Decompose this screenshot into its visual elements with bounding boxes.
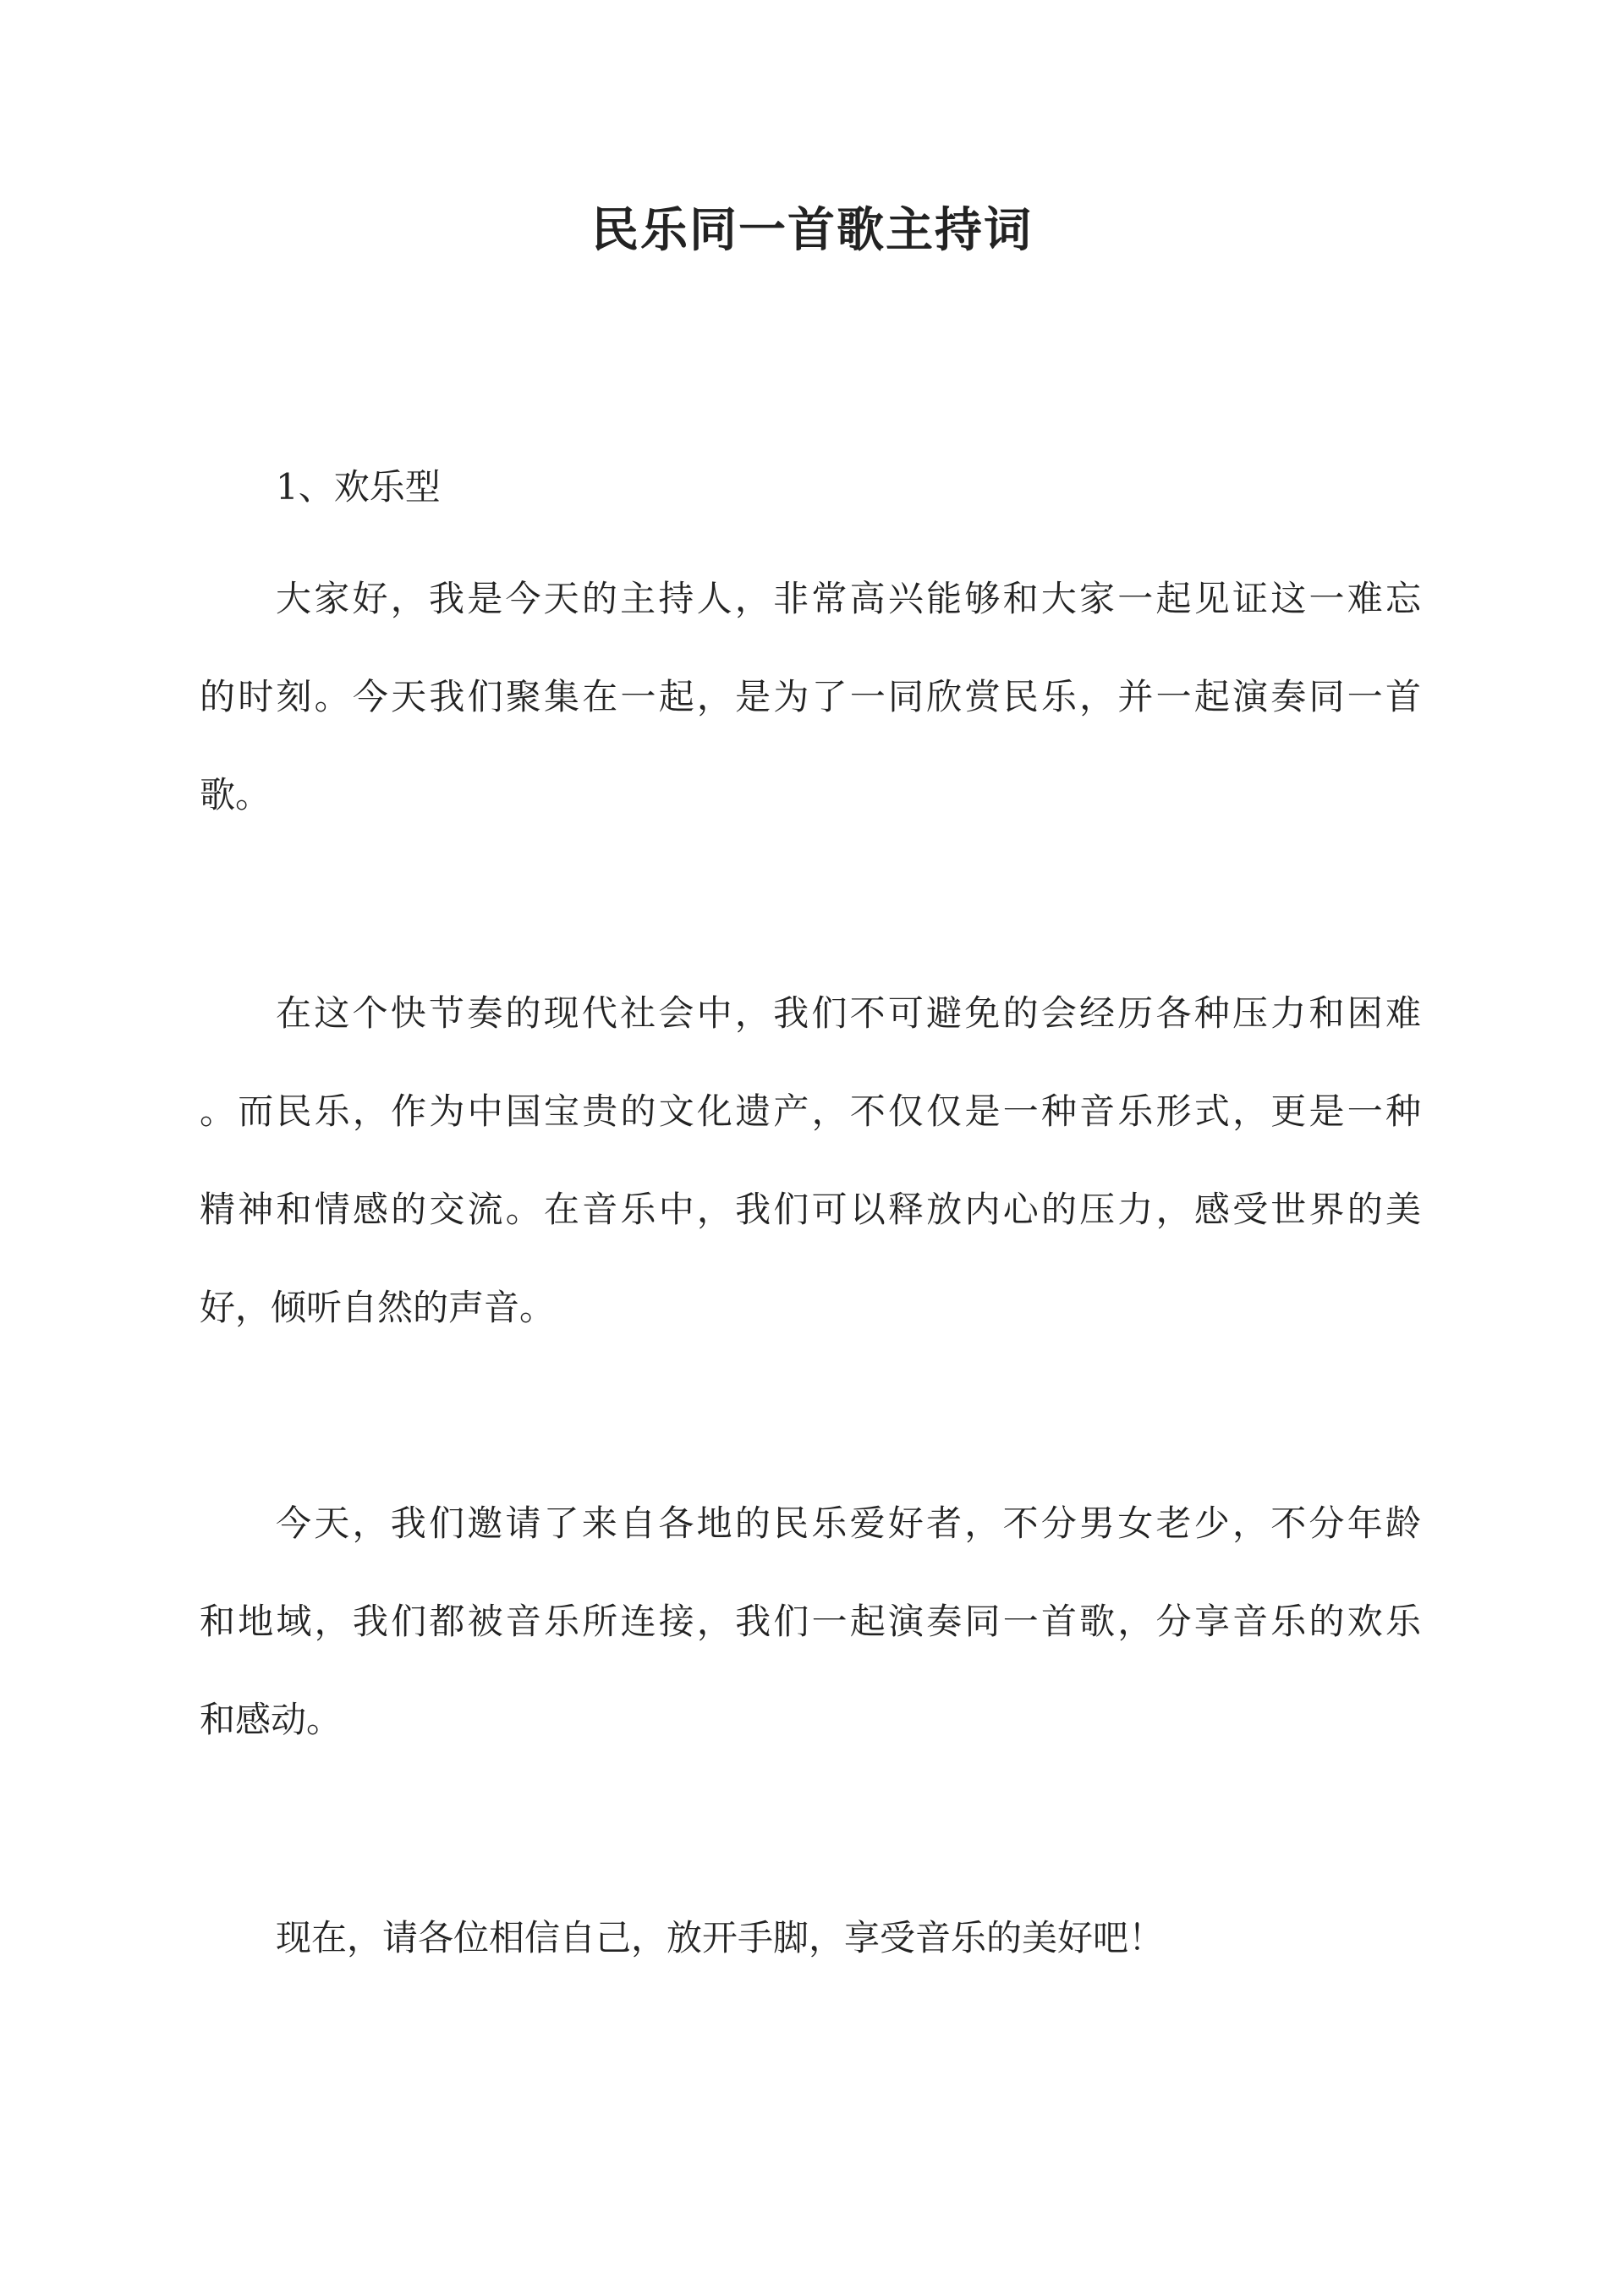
paragraph-line: 在这个快节奏的现代社会中，我们不可避免的会经历各种压力和困难	[276, 992, 1421, 1034]
paragraph-line: 歌。	[200, 774, 272, 816]
paragraph-4	[200, 1889, 1421, 1987]
paragraph-3	[200, 1475, 1421, 1769]
paragraph-line: 精神和情感的交流。在音乐中，我们可以释放内心的压力，感受世界的美	[200, 1189, 1421, 1230]
paragraph-line: 今天，我们邀请了来自各地的民乐爱好者，不分男女老少，不分年龄	[276, 1502, 1421, 1544]
section-heading-block	[200, 438, 1421, 536]
paragraph-line: 。而民乐，作为中国宝贵的文化遗产，不仅仅是一种音乐形式，更是一种	[200, 1090, 1421, 1132]
paragraph-line: 和感动。	[200, 1699, 343, 1740]
paragraph-1	[200, 550, 1421, 844]
paragraph-line: 好，倾听自然的声音。	[200, 1287, 556, 1328]
paragraph-line: 的时刻。今天我们聚集在一起，是为了一同欣赏民乐，并一起演奏同一首	[200, 676, 1421, 717]
paragraph-line: 现在，请各位相信自己，放开手脚，享受音乐的美好吧！	[276, 1917, 1165, 1958]
document-title: 民乐同一首歌主持词	[591, 202, 1033, 258]
paragraph-2	[200, 964, 1421, 1357]
paragraph-line: 大家好，我是今天的主持人，非常高兴能够和大家一起见证这一难忘	[276, 578, 1421, 619]
section-heading: 1、欢乐型	[276, 466, 441, 508]
paragraph-line: 和地域，我们都被音乐所连接，我们一起演奏同一首歌，分享音乐的欢乐	[200, 1601, 1421, 1642]
